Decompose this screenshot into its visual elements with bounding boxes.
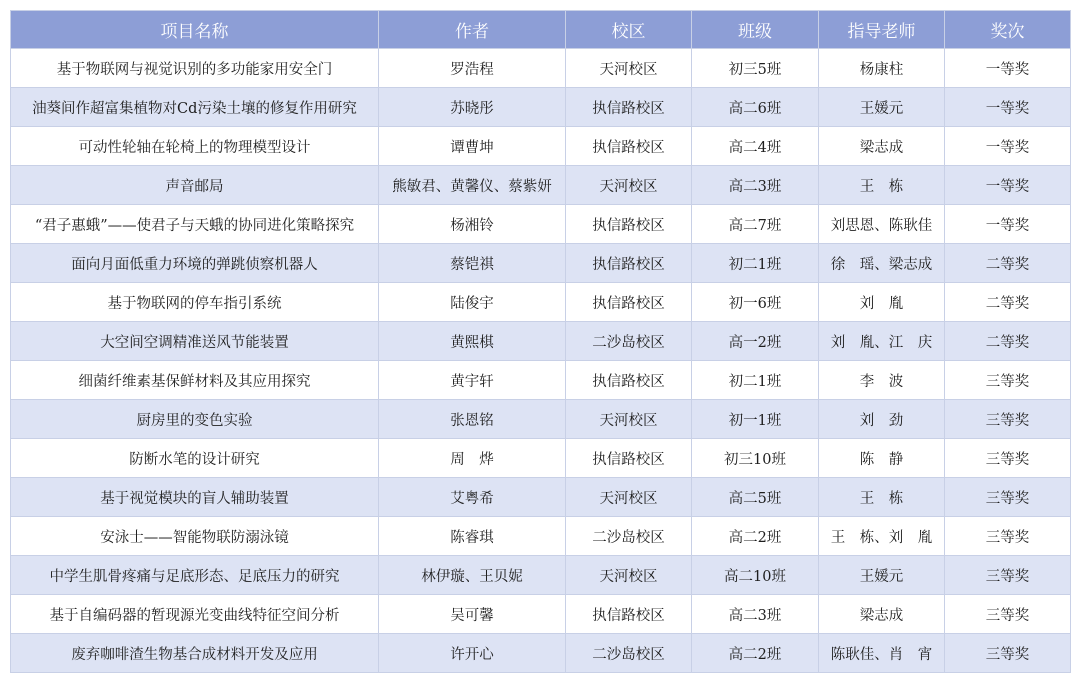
cell-author: 陆俊宇 [379, 283, 566, 322]
cell-advisor: 刘 胤、江 庆 [819, 322, 945, 361]
cell-project-name: 防断水笔的设计研究 [11, 439, 379, 478]
cell-project-name: 面向月面低重力环境的弹跳侦察机器人 [11, 244, 379, 283]
cell-class: 初三10班 [692, 439, 819, 478]
cell-advisor: 李 波 [819, 361, 945, 400]
table-row [11, 517, 1071, 556]
cell-project-name: 基于自编码器的暂现源光变曲线特征空间分析 [11, 595, 379, 634]
cell-author: 周 烨 [379, 439, 566, 478]
cell-author: 熊敏君、黄馨仪、蔡紫妍 [379, 166, 566, 205]
table-row [11, 283, 1071, 322]
cell-advisor: 王媛元 [819, 556, 945, 595]
table-row [11, 478, 1071, 517]
header-class: 班级 [692, 11, 819, 49]
cell-class: 高二6班 [692, 88, 819, 127]
cell-author: 艾粤希 [379, 478, 566, 517]
cell-author: 黄宇轩 [379, 361, 566, 400]
header-author: 作者 [379, 11, 566, 49]
cell-campus: 执信路校区 [566, 361, 692, 400]
cell-award: 一等奖 [945, 205, 1071, 244]
cell-campus: 天河校区 [566, 49, 692, 88]
cell-award: 二等奖 [945, 244, 1071, 283]
cell-advisor: 陈耿佳、肖 宵 [819, 634, 945, 673]
cell-project-name: 废弃咖啡渣生物基合成材料开发及应用 [11, 634, 379, 673]
table-row [11, 400, 1071, 439]
header-campus: 校区 [566, 11, 692, 49]
cell-advisor: 王 栋 [819, 166, 945, 205]
table-header [11, 11, 1071, 49]
cell-advisor: 刘 劲 [819, 400, 945, 439]
cell-project-name: 可动性轮轴在轮椅上的物理模型设计 [11, 127, 379, 166]
cell-class: 高二5班 [692, 478, 819, 517]
table-row [11, 49, 1071, 88]
cell-campus: 二沙岛校区 [566, 634, 692, 673]
cell-campus: 天河校区 [566, 556, 692, 595]
cell-author: 吴可馨 [379, 595, 566, 634]
cell-award: 三等奖 [945, 478, 1071, 517]
cell-author: 杨湘铃 [379, 205, 566, 244]
cell-author: 罗浩程 [379, 49, 566, 88]
cell-award: 三等奖 [945, 400, 1071, 439]
cell-class: 高一2班 [692, 322, 819, 361]
table-row [11, 634, 1071, 673]
cell-project-name: “君子惠蛾”——使君子与天蛾的协同进化策略探究 [11, 205, 379, 244]
cell-class: 高二2班 [692, 517, 819, 556]
cell-project-name: 基于物联网与视觉识别的多功能家用安全门 [11, 49, 379, 88]
cell-class: 高二3班 [692, 166, 819, 205]
cell-advisor: 王 栋 [819, 478, 945, 517]
header-row [11, 11, 1071, 49]
cell-campus: 执信路校区 [566, 283, 692, 322]
awards-table [10, 10, 1071, 673]
cell-campus: 二沙岛校区 [566, 322, 692, 361]
cell-award: 三等奖 [945, 517, 1071, 556]
cell-award: 三等奖 [945, 439, 1071, 478]
header-advisor: 指导老师 [819, 11, 945, 49]
cell-author: 陈睿琪 [379, 517, 566, 556]
cell-author: 黄熙棋 [379, 322, 566, 361]
cell-project-name: 基于物联网的停车指引系统 [11, 283, 379, 322]
cell-project-name: 声音邮局 [11, 166, 379, 205]
cell-author: 苏晓彤 [379, 88, 566, 127]
cell-award: 三等奖 [945, 556, 1071, 595]
table-body [11, 49, 1071, 673]
table-row [11, 595, 1071, 634]
table-row [11, 556, 1071, 595]
header-award: 奖次 [945, 11, 1071, 49]
cell-campus: 天河校区 [566, 166, 692, 205]
cell-advisor: 梁志成 [819, 595, 945, 634]
cell-advisor: 王 栋、刘 胤 [819, 517, 945, 556]
cell-class: 高二7班 [692, 205, 819, 244]
cell-author: 谭曹坤 [379, 127, 566, 166]
table-row [11, 127, 1071, 166]
cell-award: 一等奖 [945, 166, 1071, 205]
cell-award: 三等奖 [945, 595, 1071, 634]
cell-campus: 执信路校区 [566, 127, 692, 166]
cell-class: 高二4班 [692, 127, 819, 166]
table-row [11, 205, 1071, 244]
cell-campus: 执信路校区 [566, 244, 692, 283]
table-row [11, 439, 1071, 478]
cell-campus: 天河校区 [566, 478, 692, 517]
cell-award: 二等奖 [945, 322, 1071, 361]
cell-project-name: 大空间空调精准送风节能装置 [11, 322, 379, 361]
cell-project-name: 中学生肌骨疼痛与足底形态、足底压力的研究 [11, 556, 379, 595]
cell-award: 二等奖 [945, 283, 1071, 322]
table-row [11, 361, 1071, 400]
awards-table-container [10, 10, 1070, 673]
cell-class: 初三5班 [692, 49, 819, 88]
table-row [11, 322, 1071, 361]
table-row [11, 88, 1071, 127]
header-project-name: 项目名称 [11, 11, 379, 49]
cell-campus: 天河校区 [566, 400, 692, 439]
cell-project-name: 安泳士——智能物联防溺泳镜 [11, 517, 379, 556]
cell-class: 高二2班 [692, 634, 819, 673]
cell-award: 一等奖 [945, 49, 1071, 88]
cell-author: 许开心 [379, 634, 566, 673]
cell-campus: 执信路校区 [566, 595, 692, 634]
cell-class: 初二1班 [692, 244, 819, 283]
cell-campus: 执信路校区 [566, 205, 692, 244]
cell-class: 高二3班 [692, 595, 819, 634]
cell-project-name: 厨房里的变色实验 [11, 400, 379, 439]
cell-project-name: 细菌纤维素基保鲜材料及其应用探究 [11, 361, 379, 400]
table-row [11, 244, 1071, 283]
cell-advisor: 王媛元 [819, 88, 945, 127]
cell-class: 初一1班 [692, 400, 819, 439]
cell-advisor: 梁志成 [819, 127, 945, 166]
cell-campus: 执信路校区 [566, 439, 692, 478]
cell-author: 林伊璇、王贝妮 [379, 556, 566, 595]
cell-advisor: 徐 瑶、梁志成 [819, 244, 945, 283]
table-row [11, 166, 1071, 205]
cell-award: 一等奖 [945, 88, 1071, 127]
cell-class: 初二1班 [692, 361, 819, 400]
cell-project-name: 基于视觉模块的盲人辅助装置 [11, 478, 379, 517]
cell-advisor: 陈 静 [819, 439, 945, 478]
cell-class: 高二10班 [692, 556, 819, 595]
cell-campus: 执信路校区 [566, 88, 692, 127]
cell-author: 张恩铭 [379, 400, 566, 439]
cell-class: 初一6班 [692, 283, 819, 322]
cell-award: 三等奖 [945, 634, 1071, 673]
cell-advisor: 刘思恩、陈耿佳 [819, 205, 945, 244]
cell-project-name: 油葵间作超富集植物对Cd污染土壤的修复作用研究 [11, 88, 379, 127]
cell-award: 一等奖 [945, 127, 1071, 166]
cell-advisor: 杨康柱 [819, 49, 945, 88]
cell-advisor: 刘 胤 [819, 283, 945, 322]
cell-author: 蔡铠祺 [379, 244, 566, 283]
cell-campus: 二沙岛校区 [566, 517, 692, 556]
cell-award: 三等奖 [945, 361, 1071, 400]
